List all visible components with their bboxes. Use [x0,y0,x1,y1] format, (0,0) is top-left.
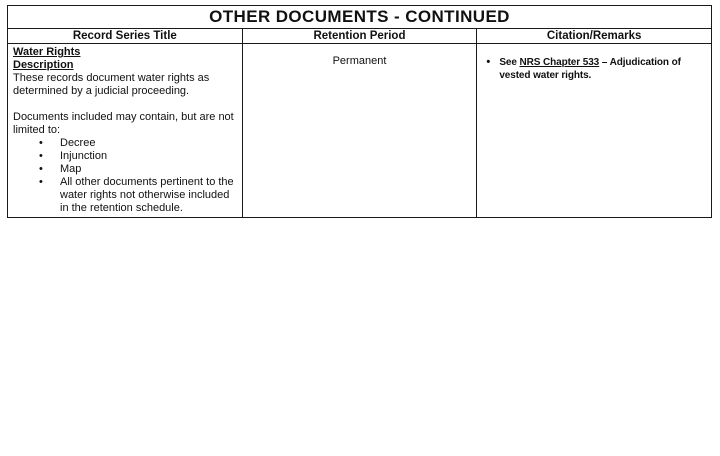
description-text: These records document water rights as determined by a judicial proceeding. [13,72,210,97]
bullet-icon: • [486,56,491,68]
title-row [8,6,712,29]
list-item [13,137,236,150]
citation-suffix: – Adjudication of vested water rights. [499,57,681,81]
table-row [8,44,712,218]
list-item-text: Map [60,163,82,175]
record-series-title: Water Rights [13,46,81,58]
retention-period-value: Permanent [332,55,387,67]
contains-intro-text: Documents included may contain, but are not limited to: [13,111,234,136]
list-item [13,163,236,176]
list-item-text: Decree [60,137,96,149]
bullet-icon: • [39,150,43,162]
records-table [7,5,712,218]
list-item [13,150,236,163]
nrs-chapter-reference: NRS Chapter 533 [519,57,600,68]
citation-item [484,56,705,82]
description-label: Description [13,59,74,71]
bullet-icon: • [39,176,43,188]
citation-prefix: See [499,57,520,68]
citation-remarks-cell [477,44,712,218]
list-item [13,176,236,215]
bullet-icon: • [39,163,43,175]
page-title: OTHER DOCUMENTS - CONTINUED [8,6,712,29]
column-header-record-series-title: Record Series Title [8,29,243,44]
list-item-text: Injunction [60,150,108,162]
citation-text [499,56,705,82]
column-header-citation-remarks: Citation/Remarks [477,29,712,44]
header-row [8,29,712,44]
list-item-text: All other documents pertinent to the water rights not otherwise included in the retention schedule. [60,176,234,214]
column-header-retention-period: Retention Period [242,29,477,44]
retention-period-cell [242,44,477,218]
record-series-cell [8,44,243,218]
bullet-icon: • [39,137,43,149]
